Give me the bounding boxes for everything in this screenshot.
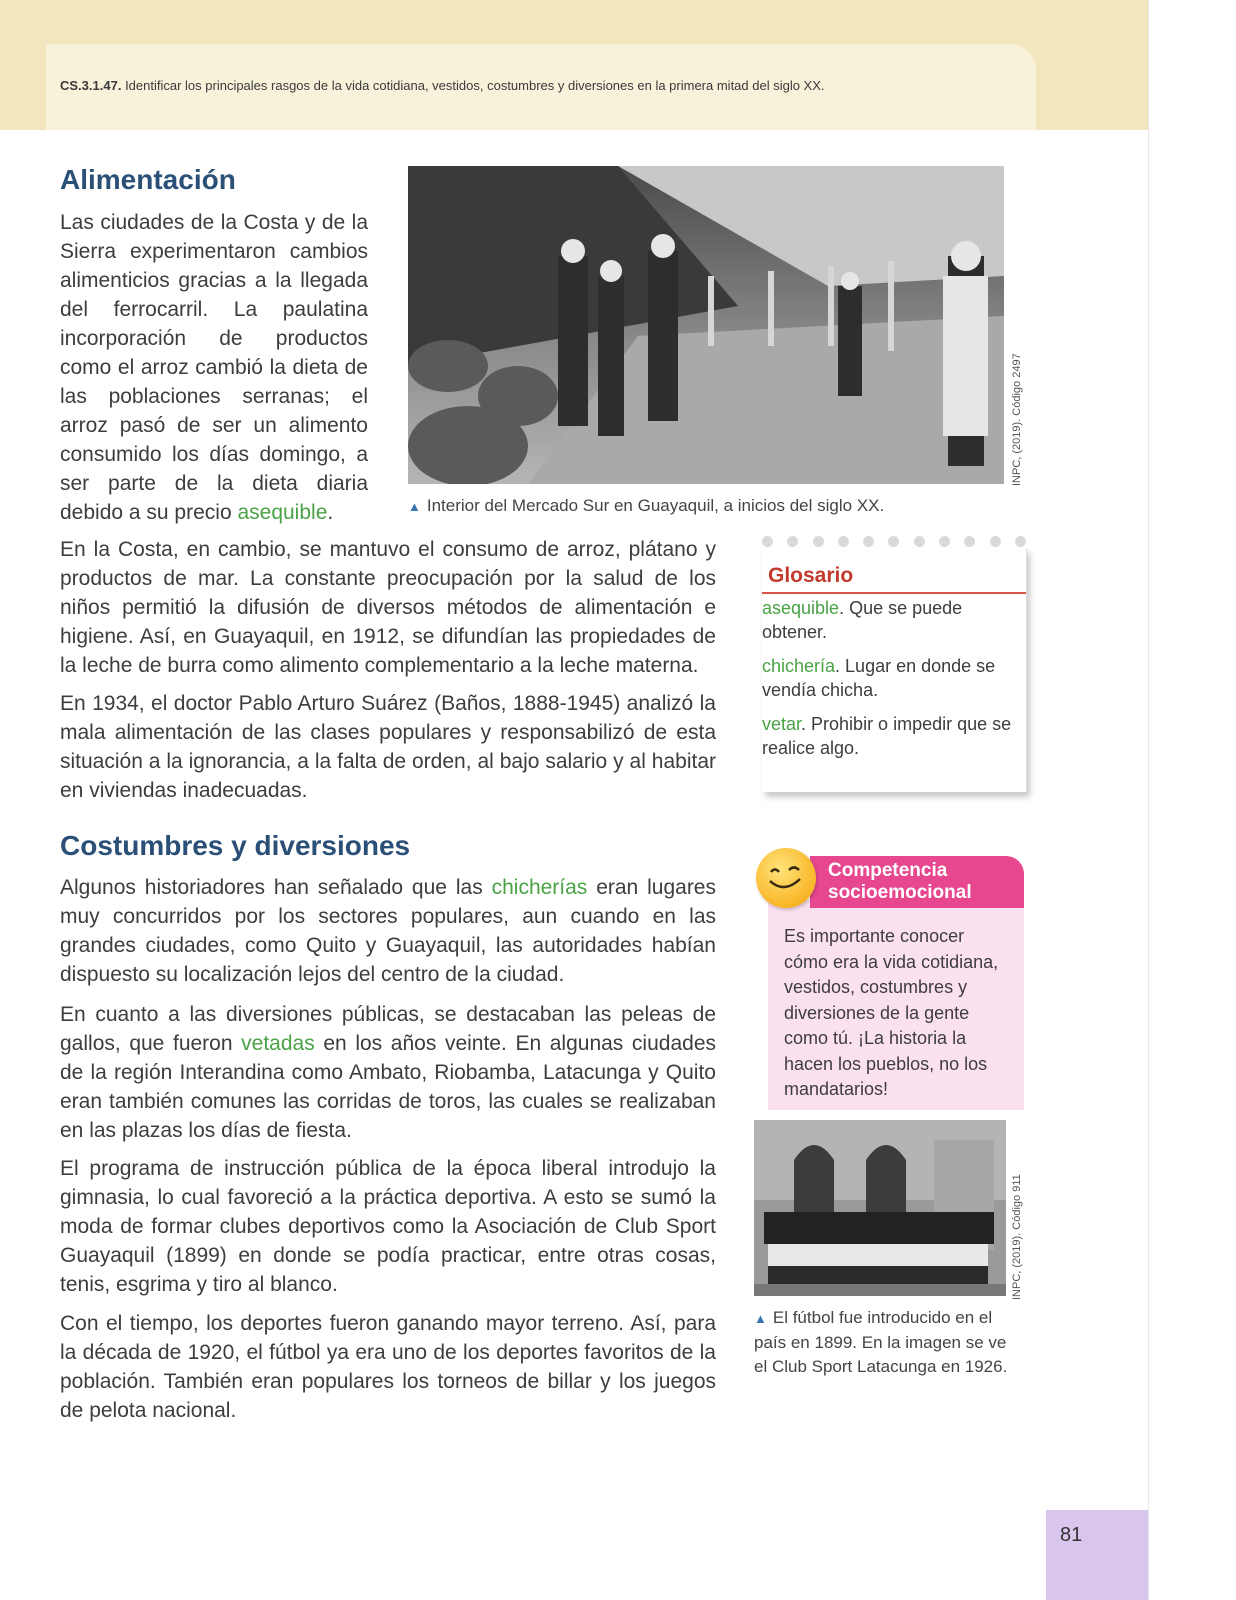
- caption-text: Interior del Mercado Sur en Guayaquil, a inicios del siglo XX.: [426, 496, 885, 515]
- section-title-costumbres: Costumbres y diversiones: [60, 830, 411, 861]
- ring-icon: [838, 536, 849, 547]
- page-number-box: [1046, 1510, 1148, 1600]
- smiley-face-icon: [756, 848, 816, 908]
- glossary-term-chicherias: chicherías: [491, 876, 588, 899]
- market-photo-illustration: [408, 166, 1004, 484]
- glossary-term-vetadas: vetadas: [241, 1032, 315, 1055]
- glossary-definition: . Prohibir o impedir que se realice algo.: [762, 714, 1012, 758]
- paragraph-costumbres-4: Con el tiempo, los deportes fueron ganando mayor terreno. Así, para la década de 1920, el fútbol ya era uno de los deportes favoritos de la población. También eran populares los torneos de billar y los juegos de pelota nacional.: [60, 1312, 716, 1422]
- market-photo-caption: [408, 494, 884, 519]
- glossary-item: [762, 712, 1020, 760]
- objective-code: CS.3.1.47.: [60, 78, 122, 93]
- football-photo-credit: INPC, (2019). Código 911: [1011, 1174, 1023, 1300]
- ring-icon: [1015, 536, 1026, 547]
- glossary-title: Glosario: [768, 564, 854, 587]
- glossary-term: vetar: [762, 714, 802, 734]
- glossary-box: [762, 548, 1027, 792]
- glossary-divider: [762, 592, 1026, 594]
- football-photo-illustration: [754, 1120, 1006, 1296]
- paragraph-costumbres-1: [60, 873, 716, 989]
- ring-icon: [813, 536, 824, 547]
- football-photo-caption: [754, 1306, 1014, 1379]
- paragraph-text: .: [327, 501, 334, 524]
- market-photo: [408, 166, 1004, 484]
- glossary-rings: [762, 536, 1026, 550]
- competencia-title-line2: socioemocional: [828, 882, 972, 903]
- paragraph-text: Algunos historiadores han señalado que las: [60, 876, 492, 899]
- paragraph-costumbres-3: El programa de instrucción pública de la época liberal introdujo la gimnasia, lo cual favoreció a la práctica deportiva. A esto se sumó la moda de formar clubes deportivos como la Asociación de Club Sport Guayaquil (1899) en donde se podía practicar, entre otras cosas, tenis, esgrima y tiro al blanco.: [60, 1157, 716, 1296]
- ring-icon: [939, 536, 950, 547]
- ring-icon: [863, 536, 874, 547]
- market-photo-credit: INPC, (2019). Código 2497: [1011, 353, 1023, 486]
- glossary-item: [762, 596, 1020, 644]
- competencia-header: [810, 856, 1024, 908]
- glossary-term: chichería: [762, 656, 836, 676]
- ring-icon: [888, 536, 899, 547]
- glossary-term-asequible: asequible: [237, 501, 328, 524]
- objective-description: Identificar los principales rasgos de la vida cotidiana, vestidos, costumbres y diversiones en la primera mitad del siglo XX.: [125, 78, 825, 93]
- ring-icon: [964, 536, 975, 547]
- competencia-text: Es importante conocer cómo era la vida cotidiana, vestidos, costumbres y diversiones de la gente como tú. ¡La historia la hacen los pueblos, no los mandatarios!: [784, 926, 999, 1099]
- objective-text: [60, 78, 825, 93]
- paragraph-text: Las ciudades de la Costa y de la Sierra experimentaron cambios alimenticios gracias a la llegada del ferrocarril. La paulatina incorporación de productos como el arroz cambió la dieta de las poblaciones serranas; el arroz pasó de ser un alimento consumido los días domingo, a ser parte de la dieta diaria debido a su precio: [60, 211, 368, 524]
- caption-text: El fútbol fue introducido en el país en 1899. En la imagen se ve el Club Sport Latacunga en 1926.: [754, 1308, 1008, 1376]
- page-number: 81: [1060, 1524, 1083, 1546]
- football-photo: [754, 1120, 1006, 1296]
- glossary-definition: . Lugar en donde se vendía chicha.: [762, 656, 996, 700]
- ring-icon: [762, 536, 773, 547]
- paragraph-costumbres-2: [60, 1000, 716, 1145]
- paragraph-text: en los años veinte. En algunas ciudades de la región Interandina como Ambato, Riobamba, Latacunga y Quito eran también comunes las corridas de toros, las cuales se realizaban en las plazas los días de fiesta.: [60, 1032, 716, 1142]
- section-title-alimentacion: Alimentación: [60, 164, 236, 195]
- paragraph-alimentacion-2: En la Costa, en cambio, se mantuvo el consumo de arroz, plátano y productos de mar. La constante preocupación por la salud de los niños permitió la difusión de diversos métodos de alimentación e higiene. Así, en Guayaquil, en 1912, se difundían las propiedades de la leche de burra como alimento complementario a la leche materna.: [60, 538, 716, 677]
- glossary-term: asequible: [762, 598, 840, 618]
- glossary-definition: . Que se puede obtener.: [762, 598, 963, 642]
- triangle-bullet-icon: ▲: [754, 1311, 767, 1326]
- paragraph-text: eran lugares muy concurridos por los sectores populares, aun cuando en las grandes ciudades, como Quito y Guayaquil, las autoridades habían dispuesto su localización lejos del centro de la ciudad.: [60, 876, 716, 986]
- smiley-face-drawing: [756, 848, 816, 908]
- ring-icon: [990, 536, 1001, 547]
- competencia-title: [828, 860, 972, 904]
- paragraph-text: En cuanto a las diversiones públicas, se destacaban las peleas de gallos, que fueron: [60, 1003, 716, 1055]
- ring-icon: [787, 536, 798, 547]
- ring-icon: [914, 536, 925, 547]
- page-margin: [1148, 0, 1236, 1600]
- triangle-bullet-icon: ▲: [408, 499, 421, 514]
- objective-bar: [46, 44, 1036, 130]
- paragraph-alimentacion-3: En 1934, el doctor Pablo Arturo Suárez (Baños, 1888-1945) analizó la mala alimentación de las clases populares y responsabilizó de esta situación a la ignorancia, a la falta de orden, al bajo salario y al habitar en viviendas inadecuadas.: [60, 692, 716, 802]
- competencia-title-line1: Competencia: [828, 860, 948, 881]
- glossary-item: [762, 654, 1020, 702]
- paragraph-alimentacion-1: [60, 208, 368, 527]
